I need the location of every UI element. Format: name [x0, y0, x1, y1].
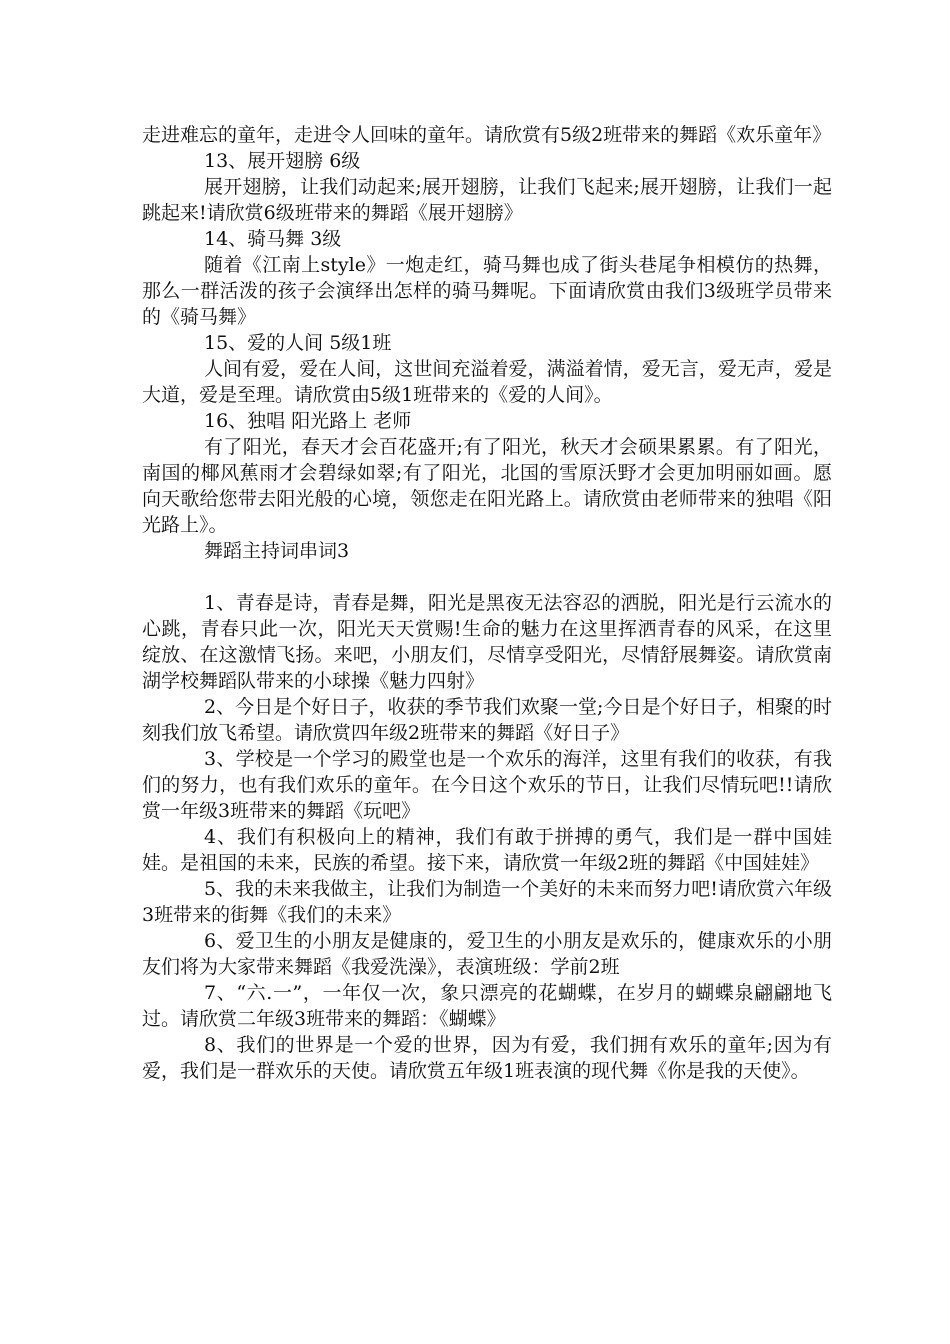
- program-item-13-heading: 13、展开翅膀 6级: [204, 150, 361, 172]
- section-title: 舞蹈主持词串词3: [204, 540, 350, 562]
- script-item-2: 2、今日是个好日子，收获的季节我们欢聚一堂;今日是个好日子，相聚的时刻我们放飞希望。请欣赏四年级2班带来的舞蹈《好日子》: [142, 696, 832, 744]
- program-item-13-text: 展开翅膀，让我们动起来;展开翅膀，让我们飞起来;展开翅膀，让我们一起跳起来!请欣赏6级班带来的舞蹈《展开翅膀》: [142, 176, 832, 224]
- script-item-6: 6、爱卫生的小朋友是健康的，爱卫生的小朋友是欢乐的，健康欢乐的小朋友们将为大家带来舞蹈《我爱洗澡》，表演班级：学前2班: [142, 930, 832, 978]
- paragraph-intro-continuation: 走进难忘的童年，走进令人回味的童年。请欣赏有5级2班带来的舞蹈《欢乐童年》: [142, 124, 832, 146]
- script-item-1: 1、青春是诗，青春是舞，阳光是黑夜无法容忍的洒脱，阳光是行云流水的心跳，青春只此一次，阳光天天赏赐!生命的魅力在这里挥洒青春的风采，在这里绽放、在这激情飞扬。来吧，小朋友们，尽情享受阳光，尽情舒展舞姿。请欣赏南湖学校舞蹈队带来的小球操《魅力四射》: [142, 592, 832, 692]
- program-item-14-heading: 14、骑马舞 3级: [204, 228, 342, 250]
- script-item-8: 8、我们的世界是一个爱的世界，因为有爱，我们拥有欢乐的童年;因为有爱，我们是一群欢乐的天使。请欣赏五年级1班表演的现代舞《你是我的天使》。: [142, 1034, 832, 1082]
- program-item-14-text: 随着《江南上style》一炮走红，骑马舞也成了街头巷尾争相模仿的热舞，那么一群活泼的孩子会演绎出怎样的骑马舞呢。下面请欣赏由我们3级班学员带来的《骑马舞》: [142, 254, 832, 328]
- script-item-5: 5、我的未来我做主，让我们为制造一个美好的未来而努力吧!请欣赏六年级3班带来的街舞《我们的未来》: [142, 878, 832, 926]
- script-item-4: 4、我们有积极向上的精神，我们有敢于拼搏的勇气，我们是一群中国娃娃。是祖国的未来，民族的希望。接下来，请欣赏一年级2班的舞蹈《中国娃娃》: [142, 826, 832, 874]
- blank-line: [142, 564, 832, 590]
- program-item-16-text: 有了阳光，春天才会百花盛开;有了阳光，秋天才会硕果累累。有了阳光，南国的椰风蕉雨才会碧绿如翠;有了阳光，北国的雪原沃野才会更加明丽如画。愿向天歌给您带去阳光般的心境，领您走在阳光路上。请欣赏由老师带来的独唱《阳光路上》。: [142, 436, 832, 536]
- document-page: [142, 122, 832, 1084]
- program-item-15-heading: 15、爱的人间 5级1班: [204, 332, 392, 354]
- script-item-7: 7、“六.一”，一年仅一次，象只漂亮的花蝴蝶，在岁月的蝴蝶泉翩翩地飞过。请欣赏二年级3班带来的舞蹈：《蝴蝶》: [142, 982, 832, 1030]
- program-item-15-text: 人间有爱，爱在人间，这世间充溢着爱，满溢着情，爱无言，爱无声，爱是大道，爱是至理。请欣赏由5级1班带来的《爱的人间》。: [142, 358, 832, 406]
- program-item-16-heading: 16、独唱 阳光路上 老师: [204, 410, 412, 432]
- script-item-3: 3、学校是一个学习的殿堂也是一个欢乐的海洋，这里有我们的收获，有我们的努力，也有我们欢乐的童年。在今日这个欢乐的节日，让我们尽情玩吧!!请欣赏一年级3班带来的舞蹈《玩吧》: [142, 748, 832, 822]
